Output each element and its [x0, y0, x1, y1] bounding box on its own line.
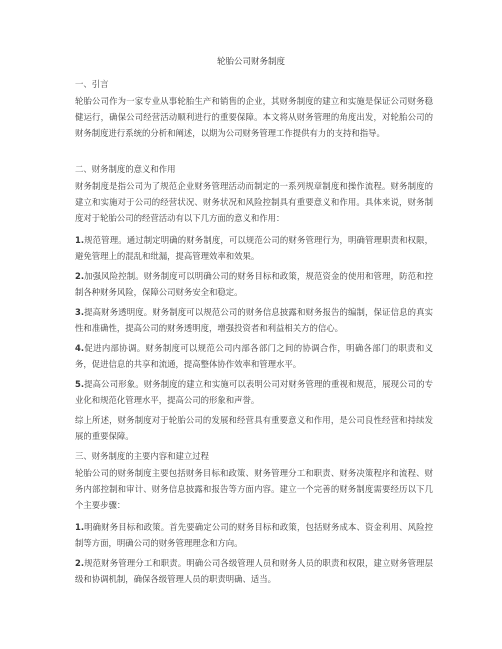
list-item-number: 4. [75, 343, 85, 353]
document-title: 轮胎公司财务制度 [216, 57, 285, 67]
section-heading-intro: 一、引言 [75, 79, 109, 89]
section-heading-contents: 三、财务制度的主要内容和建立过程 [75, 451, 209, 461]
list-item-text: 明确财务目标和政策。首先要确定公司的财务目标和政策，包括财务成本、资金利用、风险控制等方面，明确公司的财务管理理念和方向。 [75, 522, 433, 548]
contents-intro-paragraph: 轮胎公司的财务制度主要包括财务目标和政策、财务管理分工和职责、财务决策程序和流程、财务内部控制和审计、财务信息披露和报告等方面内容。建立一个完善的财务制度需要经历以下几个主要步骤： [75, 468, 433, 510]
list-item-text: 促进内部协调。财务制度可以规范公司内部各部门之间的协调合作，明确各部门的职责和义务，促进信息的共享和流通，提高整体协作效率和管理水平。 [75, 343, 433, 369]
list-item [75, 340, 433, 372]
section-intro-paragraph: 轮胎公司作为一家专业从事轮胎生产和销售的企业，其财务制度的建立和实施是保证公司财务稳健运行，确保公司经营活动顺利进行的重要保障。本文将从财务管理的角度出发，对轮胎公司的财务制度进行系统的分析和阐述，以期为公司财务管理工作提供有力的支持和指导。 [75, 96, 433, 138]
list-item-text: 加强风险控制。财务制度可以明确公司的财务目标和政策，规范资金的使用和管理，防范和控制各种财务风险，保障公司财务安全和稳定。 [75, 271, 433, 297]
list-item-number: 5. [75, 379, 85, 389]
list-item-number: 3. [75, 307, 85, 317]
list-item [75, 268, 433, 300]
significance-conclusion-paragraph: 综上所述，财务制度对于轮胎公司的发展和经营具有重要意义和作用，是公司良性经营和持续发展的重要保障。 [75, 415, 433, 441]
list-item-text: 提高公司形象。财务制度的建立和实施可以表明公司对财务管理的重视和规范，展现公司的专业化和规范化管理水平，提高公司的形象和声誉。 [75, 379, 433, 405]
list-item-text: 规范财务管理分工和职责。明确公司各级管理人员和财务人员的职责和权限，建立财务管理层级和协调机制，确保各级管理人员的职责明确、适当。 [75, 558, 433, 584]
list-item [75, 304, 433, 336]
list-item [75, 519, 433, 551]
list-item-number: 2. [75, 558, 85, 568]
list-item-number: 1. [75, 522, 85, 532]
list-item [75, 555, 433, 587]
significance-intro-paragraph: 财务制度是指公司为了规范企业财务管理活动而制定的一系列规章制度和操作流程。财务制度的建立和实施对于公司的经营状况、财务状况和风险控制具有重要意义和作用。具体来说，财务制度对于轮胎公司的经营活动有以下几方面的意义和作用： [75, 181, 433, 223]
list-item-text: 规范管理。通过制定明确的财务制度，可以规范公司的财务管理行为，明确管理职责和权限，避免管理上的混乱和纰漏，提高管理效率和效果。 [75, 235, 433, 261]
section-heading-significance: 二、财务制度的意义和作用 [75, 164, 176, 174]
list-item [75, 232, 433, 264]
list-item-text: 提高财务透明度。财务制度可以规范公司的财务信息披露和财务报告的编制，保证信息的真实性和准确性，提高公司的财务透明度，增强投资者和利益相关方的信心。 [75, 307, 433, 333]
list-item-number: 1. [75, 235, 85, 245]
list-item-number: 2. [75, 271, 85, 281]
list-item [75, 376, 433, 408]
